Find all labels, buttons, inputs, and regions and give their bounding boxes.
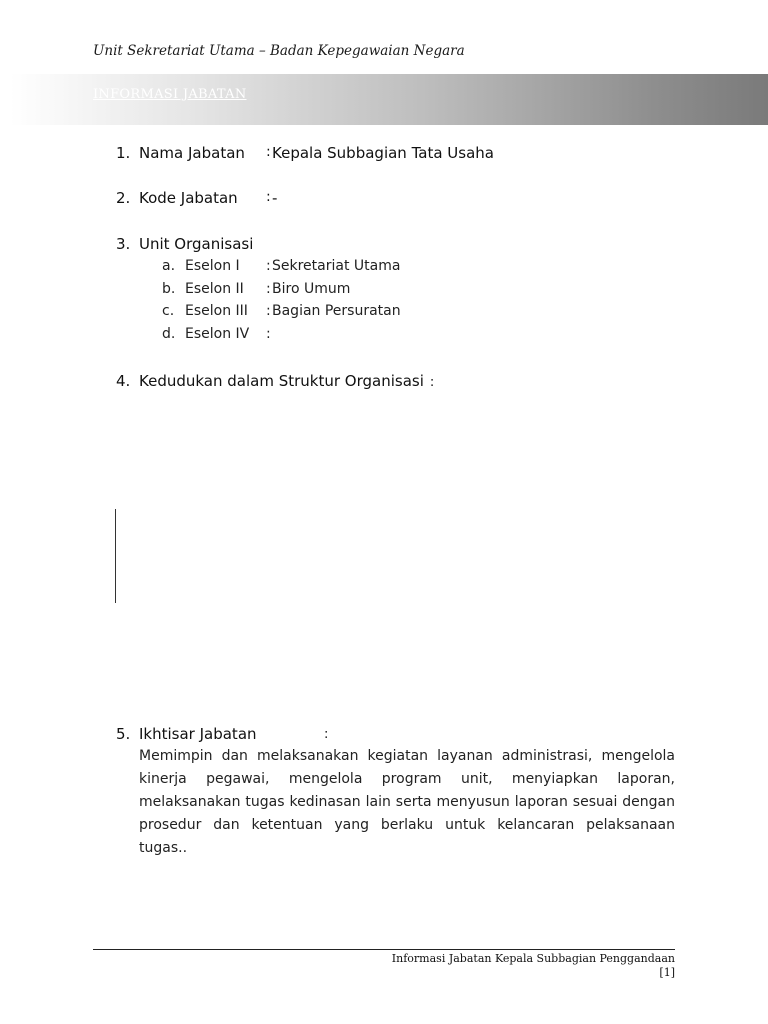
field-label: Nama Jabatan xyxy=(139,144,245,162)
page-number: [1] xyxy=(659,966,675,979)
field-number: 4. xyxy=(116,372,131,390)
field-number: 3. xyxy=(116,235,131,253)
field-colon: : xyxy=(266,189,271,205)
running-header: Unit Sekretariat Utama – Badan Kepegawaian Negara xyxy=(93,43,465,59)
footer-divider xyxy=(93,949,675,950)
eselon-item xyxy=(162,258,401,274)
eselon-item xyxy=(162,303,401,319)
eselon-letter: c. xyxy=(162,303,175,319)
eselon-label: Eselon I xyxy=(185,258,240,274)
field-kode-jabatan xyxy=(116,189,278,207)
footer-title: Informasi Jabatan Kepala Subbagian Penggandaan xyxy=(391,952,675,965)
eselon-letter: b. xyxy=(162,281,176,297)
eselon-item xyxy=(162,281,351,297)
eselon-letter: d. xyxy=(162,326,176,342)
field-label: Ikhtisar Jabatan xyxy=(139,725,257,743)
field-label: Kedudukan dalam Struktur Organisasi xyxy=(139,372,424,390)
eselon-value: Bagian Persuratan xyxy=(272,303,401,319)
field-kedudukan xyxy=(116,372,434,390)
banner-title: INFORMASI JABATAN xyxy=(93,87,247,102)
eselon-label: Eselon III xyxy=(185,303,248,319)
ikhtisar-text: Memimpin dan melaksanakan kegiatan layanan administrasi, mengelola kinerja pegawai, mengelola program unit, menyiapkan laporan, melaksanakan tugas kedinasan lain serta menyusun laporan sesuai dengan prosedur dan ketentuan yang berlaku untuk kelancaran pelaksanaan tugas.. xyxy=(139,748,675,856)
field-unit-organisasi xyxy=(116,235,253,253)
eselon-colon: : xyxy=(266,258,271,274)
field-colon: : xyxy=(266,144,271,160)
eselon-letter: a. xyxy=(162,258,176,274)
field-value: - xyxy=(272,189,278,207)
field-number: 1. xyxy=(116,144,131,162)
eselon-value: Sekretariat Utama xyxy=(272,258,401,274)
eselon-value: Biro Umum xyxy=(272,281,351,297)
org-chart-line xyxy=(115,509,116,603)
eselon-colon: : xyxy=(266,326,271,342)
eselon-item xyxy=(162,326,271,342)
eselon-label: Eselon II xyxy=(185,281,244,297)
field-value: Kepala Subbagian Tata Usaha xyxy=(272,144,494,162)
field-number: 5. xyxy=(116,725,131,743)
field-number: 2. xyxy=(116,189,131,207)
eselon-label: Eselon IV xyxy=(185,326,250,342)
field-ikhtisar-jabatan xyxy=(116,725,257,743)
eselon-colon: : xyxy=(266,281,271,297)
field-label: Kode Jabatan xyxy=(139,189,238,207)
ikhtisar-colon: : xyxy=(324,727,329,742)
eselon-colon: : xyxy=(266,303,271,319)
field-colon: : xyxy=(429,375,435,390)
field-label: Unit Organisasi xyxy=(139,235,254,253)
section-banner xyxy=(10,74,768,125)
field-nama-jabatan xyxy=(116,144,494,162)
